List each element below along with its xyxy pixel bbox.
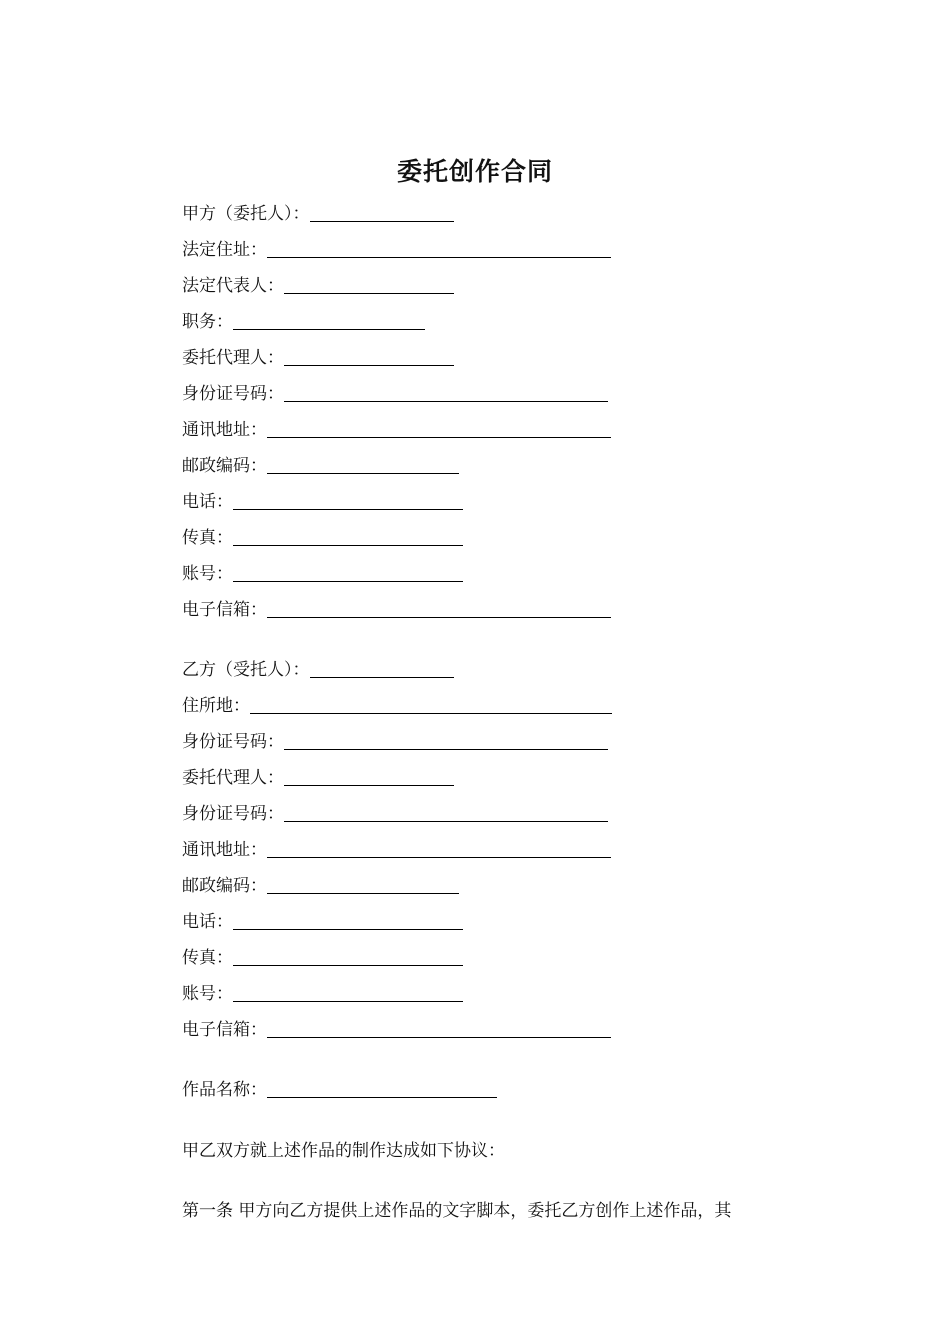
field-label: 身份证号码： [182, 804, 284, 824]
blank-line[interactable] [267, 417, 611, 438]
field-label: 住所地： [182, 696, 250, 716]
field-label: 账号： [182, 984, 233, 1004]
party-b-postcode-field [182, 870, 459, 896]
party-a-email-field [182, 594, 611, 620]
article-1-text: 第一条 甲方向乙方提供上述作品的文字脚本，委托乙方创作上述作品，其 [182, 1201, 732, 1221]
field-label: 通讯地址： [182, 420, 267, 440]
party-b-agent-id-field [182, 798, 608, 824]
field-label: 电子信箱： [182, 1020, 267, 1040]
blank-line[interactable] [284, 729, 608, 750]
field-label: 委托代理人： [182, 348, 284, 368]
blank-line[interactable] [284, 273, 454, 294]
party-a-account-field [182, 558, 463, 584]
blank-line[interactable] [267, 873, 459, 894]
field-label: 乙方（受托人）： [182, 660, 310, 680]
blank-line[interactable] [267, 237, 611, 258]
party-a-agent-field [182, 342, 454, 368]
blank-line[interactable] [267, 453, 459, 474]
blank-line[interactable] [267, 837, 611, 858]
party-b-id-field [182, 726, 608, 752]
party-b-fax-field [182, 942, 463, 968]
blank-line[interactable] [233, 909, 463, 930]
blank-line[interactable] [233, 525, 463, 546]
field-label: 身份证号码： [182, 384, 284, 404]
field-label: 职务： [182, 312, 233, 332]
field-label: 邮政编码： [182, 456, 267, 476]
blank-line[interactable] [233, 945, 463, 966]
field-label: 账号： [182, 564, 233, 584]
party-b-name-field [182, 654, 454, 680]
field-label: 通讯地址： [182, 840, 267, 860]
field-label: 法定住址： [182, 240, 267, 260]
party-a-name-field [182, 198, 454, 224]
party-a-postcode-field [182, 450, 459, 476]
blank-line[interactable] [310, 201, 454, 222]
contract-title: 委托创作合同 [396, 157, 553, 186]
party-b-agent-field [182, 762, 454, 788]
blank-line[interactable] [250, 693, 612, 714]
blank-line[interactable] [310, 657, 454, 678]
party-b-residence-field [182, 690, 612, 716]
party-b-email-field [182, 1014, 611, 1040]
party-b-mail-address-field [182, 834, 611, 860]
field-label: 传真： [182, 948, 233, 968]
field-label: 电话： [182, 492, 233, 512]
party-b-phone-field [182, 906, 463, 932]
blank-line[interactable] [233, 561, 463, 582]
blank-line[interactable] [233, 489, 463, 510]
party-a-mail-address-field [182, 414, 611, 440]
field-label: 身份证号码： [182, 732, 284, 752]
work-name-field [182, 1074, 497, 1100]
blank-line[interactable] [267, 1017, 611, 1038]
blank-line[interactable] [233, 309, 425, 330]
agreement-intro: 甲乙双方就上述作品的制作达成如下协议： [182, 1141, 505, 1161]
field-label: 邮政编码： [182, 876, 267, 896]
blank-line[interactable] [284, 801, 608, 822]
party-a-position-field [182, 306, 425, 332]
blank-line[interactable] [267, 597, 611, 618]
blank-line[interactable] [284, 765, 454, 786]
field-label: 作品名称： [182, 1080, 267, 1100]
blank-line[interactable] [284, 345, 454, 366]
party-a-address-field [182, 234, 611, 260]
field-label: 电子信箱： [182, 600, 267, 620]
party-a-fax-field [182, 522, 463, 548]
party-a-id-field [182, 378, 608, 404]
blank-line[interactable] [233, 981, 463, 1002]
field-label: 传真： [182, 528, 233, 548]
field-label: 电话： [182, 912, 233, 932]
party-a-phone-field [182, 486, 463, 512]
field-label: 法定代表人： [182, 276, 284, 296]
blank-line[interactable] [267, 1077, 497, 1098]
party-a-legal-rep-field [182, 270, 454, 296]
party-b-account-field [182, 978, 463, 1004]
blank-line[interactable] [284, 381, 608, 402]
field-label: 甲方（委托人）： [182, 204, 310, 224]
field-label: 委托代理人： [182, 768, 284, 788]
